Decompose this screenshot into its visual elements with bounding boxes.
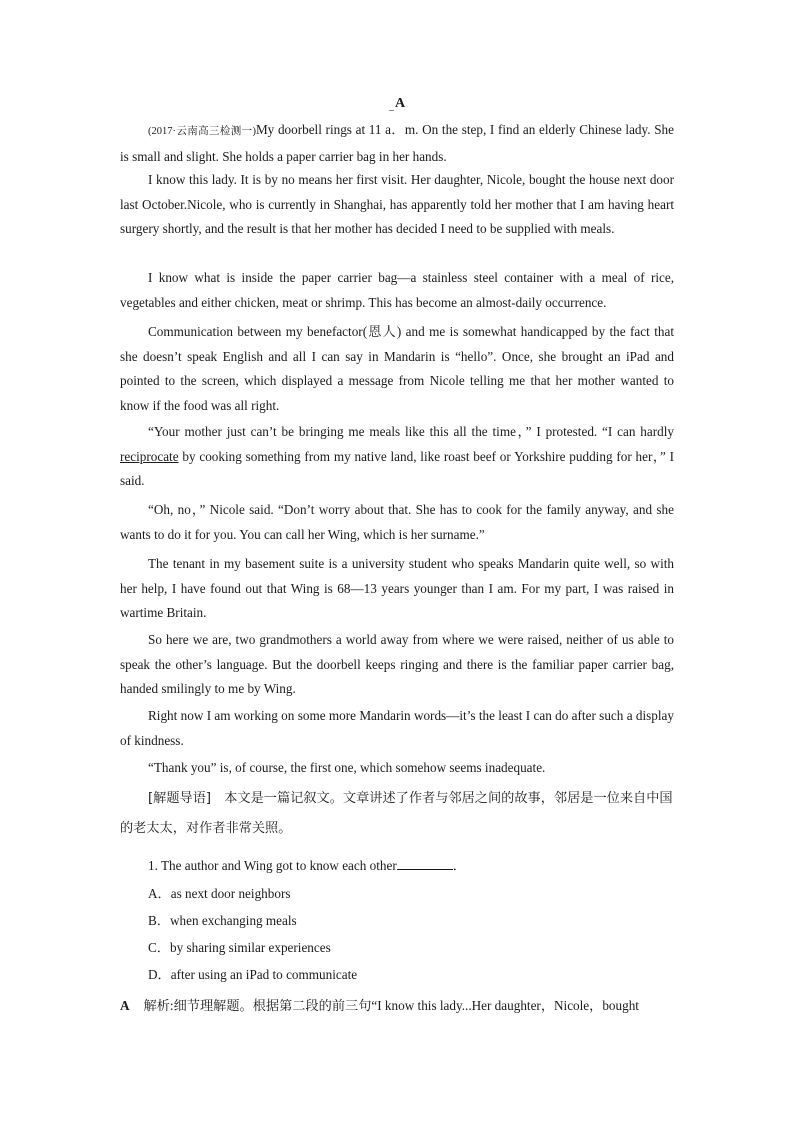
passage-paragraph-2: I know this lady. It is by no means her first visit. Her daughter, Nicole, bought the house next door last October.Nicole, who is currently in Shanghai, has apparently told her mother that I am having heart surgery shortly, and the result is that her mother has decided I need to be supplied with meals. [120,172,674,237]
answer-letter: A [120,998,130,1013]
option-b: B．when exchanging meals [148,913,297,928]
option-c: C．by sharing similar experiences [148,940,331,955]
question-stem [148,854,674,878]
passage-paragraph-5 [120,420,674,494]
paragraph-5-text-end: by cooking something from my native land, like roast beef or Yorkshire pudding for her，” I said. [120,448,674,489]
paragraph-5-text-start: “Your mother just can’t be bringing me meals like this all the time，” I protested. “I can hardly [148,424,674,439]
section-title [0,96,794,112]
option-a: A．as next door neighbors [148,886,291,901]
passage-paragraph-3: I know what is inside the paper carrier bag—a stainless steel container with a meal of rice, vegetables and either chicken, meat or shrimp. This has become an almost-daily occurrence. [120,270,674,310]
answer-blank [397,857,453,870]
passage-paragraph-7: The tenant in my basement suite is a university student who speaks Mandarin quite well, so with her help, I have found out that Wing is 68—13 years younger than I am. For my part, I was raised in wartime Britain. [120,556,674,621]
option-d: D．after using an iPad to communicate [148,967,358,982]
answer-explanation [120,994,680,1018]
reading-guide: [解题导语] 本文是一篇记叙文。文章讲述了作者与邻居之间的故事，邻居是一位来自中国的老太太，对作者非常关照。 [120,791,673,836]
passage-paragraph-1 [120,118,674,169]
answer-text: 解析:细节理解题。根据第二段的前三句“I know this lady...Her daughter，Nicole，bought [143,998,639,1013]
passage-paragraph-8: So here we are, two grandmothers a world away from where we were raised, neither of us able to speak the other’s language. But the doorbell keeps ringing and there is the familiar paper carrier bag, handed smilingly to me by Wing. [120,632,674,697]
passage-source: (2017·云南高三检测一) [148,126,256,137]
passage-paragraph-6: “Oh, no，” Nicole said. “Don’t worry about that. She has to cook for the family anyway, and she wants to do it for you. You can call her Wing, which is her surname.” [120,502,674,542]
passage-paragraph-10: “Thank you” is, of course, the first one, which somehow seems inadequate. [148,760,546,775]
passage-paragraph-9: Right now I am working on some more Mandarin words—it’s the least I can do after such a display of kindness. [120,708,674,748]
passage-text-1: My doorbell rings at 11 a．m. On the step, I find an elderly Chinese lady. She is small and slight. She holds a paper carrier bag in her hands. [120,122,675,164]
title-letter: A [394,96,406,111]
question-text: 1. The author and Wing got to know each other [148,858,397,873]
question-end-mark: ． [452,858,466,873]
passage-paragraph-4: Communication between my benefactor(恩人) and me is somewhat handicapped by the fact that she doesn’t speak English and all I can say in Mandarin is “hello”. Once, she brought an iPad and pointed to the screen, which displayed a message from Nicole telling me that her mother wanted to know if the food was all right. [120,324,674,413]
title-marker: _ [388,101,394,112]
underlined-word: reciprocate [120,448,179,464]
